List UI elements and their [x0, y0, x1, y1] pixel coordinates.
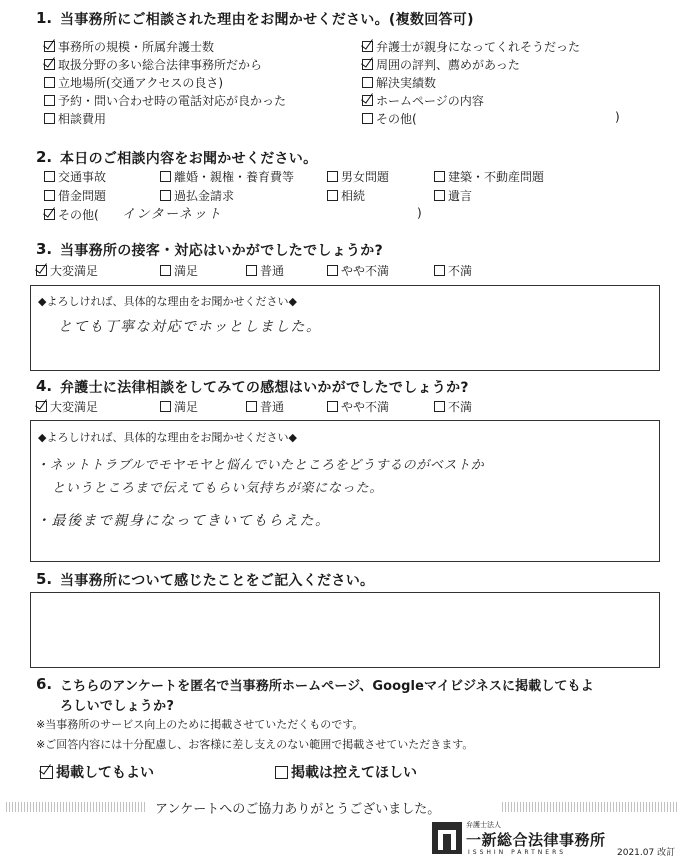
- option-label: 普通: [260, 264, 285, 278]
- option-label: 満足: [174, 264, 199, 278]
- option-label: 離婚・親権・養育費等: [174, 170, 295, 184]
- checkbox[interactable]: [362, 41, 373, 52]
- q4-box-heading: ◆よろしければ、具体的な理由をお聞かせください◆: [38, 431, 297, 444]
- checkbox[interactable]: [44, 41, 55, 52]
- option-label: 不満: [448, 264, 473, 278]
- option-label: 周囲の評判、薦めがあった: [376, 58, 520, 72]
- q2-question: 本日のご相談内容をお聞かせください。: [60, 151, 318, 167]
- checkbox[interactable]: [434, 265, 445, 276]
- option-label: やや不満: [341, 400, 390, 414]
- q2-option-traffic[interactable]: [44, 168, 106, 185]
- option-label: 男女問題: [341, 170, 390, 184]
- q6-question-line-1: こちらのアンケートを匿名で当事務所ホームページ、Googleマイビジネスに掲載してもよ: [60, 679, 594, 694]
- q4-option-very-satisfied[interactable]: [36, 398, 98, 415]
- checkbox[interactable]: [160, 401, 171, 412]
- option-label: 予約・問い合わせ時の電話対応が良かった: [58, 94, 287, 108]
- option-label: 満足: [174, 400, 199, 414]
- q2-option-will[interactable]: [434, 187, 472, 204]
- q4-option-dissatisfied[interactable]: [434, 398, 472, 415]
- q6-number: 6.: [36, 675, 53, 693]
- q1-option-phone[interactable]: [44, 92, 286, 109]
- option-label: 普通: [260, 400, 285, 414]
- q3-number: 3.: [36, 240, 53, 258]
- q6-question-line-2: ろしいでしょうか?: [60, 699, 175, 714]
- q3-box-heading: ◆よろしければ、具体的な理由をお聞かせください◆: [38, 295, 297, 308]
- q1-option-other[interactable]: [362, 110, 417, 127]
- q2-other-close: ): [417, 206, 422, 220]
- footer-hatch-right: [502, 802, 677, 812]
- checkbox[interactable]: [44, 190, 55, 201]
- q2-option-overpayment[interactable]: [160, 187, 234, 204]
- q1-option-caring-lawyer[interactable]: [362, 38, 580, 55]
- option-label: 取扱分野の多い総合法律事務所だから: [58, 58, 263, 72]
- q6-option-allow[interactable]: [40, 762, 154, 782]
- q3-option-satisfied[interactable]: [160, 262, 198, 279]
- q2-option-debt[interactable]: [44, 187, 106, 204]
- q4-option-average[interactable]: [246, 398, 284, 415]
- option-label: 弁護士が親身になってくれそうだった: [376, 40, 581, 54]
- checkbox[interactable]: [44, 171, 55, 182]
- thanks-message: アンケートへのご協力ありがとうございました。: [155, 802, 441, 817]
- q3-handwritten-comment: とても丁寧な対応でホッとしました。: [58, 319, 322, 335]
- q2-option-realestate[interactable]: [434, 168, 544, 185]
- checkbox[interactable]: [434, 190, 445, 201]
- q1-option-homepage[interactable]: [362, 92, 484, 109]
- q6-option-decline[interactable]: [275, 762, 417, 782]
- option-label: 掲載してもよい: [56, 765, 154, 781]
- q1-option-location[interactable]: [44, 74, 223, 91]
- checkbox[interactable]: [44, 77, 55, 88]
- checkbox[interactable]: [44, 59, 55, 70]
- q3-question: 当事務所の接客・対応はいかがでしたでしょうか?: [60, 243, 384, 259]
- footer-hatch-left: [6, 802, 146, 812]
- revision-date: 2021.07 改訂: [617, 848, 676, 858]
- q2-other-handwritten: インターネット: [122, 207, 223, 222]
- checkbox[interactable]: [327, 265, 338, 276]
- option-label: 大変満足: [50, 400, 99, 414]
- option-label: 不満: [448, 400, 473, 414]
- checkbox[interactable]: [160, 190, 171, 201]
- option-label: その他(: [58, 208, 99, 222]
- checkbox[interactable]: [327, 401, 338, 412]
- q2-option-other[interactable]: [44, 206, 99, 223]
- q3-option-somewhat-dissatisfied[interactable]: [327, 262, 389, 279]
- q1-option-reputation[interactable]: [362, 56, 520, 73]
- checkbox[interactable]: [40, 766, 53, 779]
- option-label: やや不満: [341, 264, 390, 278]
- q3-option-average[interactable]: [246, 262, 284, 279]
- q3-option-dissatisfied[interactable]: [434, 262, 472, 279]
- checkbox[interactable]: [275, 766, 288, 779]
- q1-option-results[interactable]: [362, 74, 436, 91]
- option-label: 借金問題: [58, 189, 107, 203]
- option-label: 相続: [341, 189, 366, 203]
- q2-option-inheritance[interactable]: [327, 187, 365, 204]
- q4-handwritten-line-2: というところまで伝えてもらい気持ちが楽になった。: [52, 481, 384, 496]
- option-label: 立地場所(交通アクセスの良さ): [58, 76, 224, 90]
- option-label: その他(: [376, 112, 417, 126]
- option-label: 掲載は控えてほしい: [291, 765, 417, 781]
- checkbox[interactable]: [44, 113, 55, 124]
- q5-number: 5.: [36, 570, 53, 588]
- option-label: 遺言: [448, 189, 473, 203]
- q2-option-relationship[interactable]: [327, 168, 389, 185]
- q3-option-very-satisfied[interactable]: [36, 262, 98, 279]
- q1-number: 1.: [36, 9, 53, 27]
- q4-option-somewhat-dissatisfied[interactable]: [327, 398, 389, 415]
- q1-option-scale[interactable]: [44, 38, 214, 55]
- q1-option-fields[interactable]: [44, 56, 262, 73]
- checkbox[interactable]: [362, 77, 373, 88]
- checkbox[interactable]: [362, 95, 373, 106]
- q4-handwritten-line-1: ・ネットトラブルでモヤモヤと悩んでいたところをどうするのがベストか: [36, 458, 485, 473]
- firm-prefix: 弁護士法人: [466, 821, 501, 829]
- q5-comment-box[interactable]: [30, 592, 660, 668]
- checkbox[interactable]: [327, 190, 338, 201]
- q4-number: 4.: [36, 377, 53, 395]
- checkbox[interactable]: [44, 95, 55, 106]
- q1-question: 当事務所にご相談された理由をお聞かせください。(複数回答可): [60, 12, 474, 28]
- option-label: ホームページの内容: [376, 94, 484, 108]
- checkbox[interactable]: [36, 265, 47, 276]
- q4-handwritten-line-3: ・最後まで親身になってきいてもらえた。: [36, 513, 331, 529]
- q4-question: 弁護士に法律相談をしてみての感想はいかがでしたでしょうか?: [60, 380, 469, 396]
- q2-number: 2.: [36, 148, 53, 166]
- checkbox[interactable]: [246, 265, 257, 276]
- q2-option-divorce[interactable]: [160, 168, 294, 185]
- q6-note-2: ※ご回答内容には十分配慮し、お客様に差し支えのない範囲で掲載させていただきます。: [36, 738, 474, 751]
- checkbox[interactable]: [160, 265, 171, 276]
- checkbox[interactable]: [246, 401, 257, 412]
- option-label: 相談費用: [58, 112, 107, 126]
- q6-note-1: ※当事務所のサービス向上のために掲載させていただくものです。: [36, 718, 364, 731]
- checkbox[interactable]: [434, 171, 445, 182]
- checkbox[interactable]: [36, 401, 47, 412]
- option-label: 事務所の規模・所属弁護士数: [58, 40, 215, 54]
- q4-option-satisfied[interactable]: [160, 398, 198, 415]
- firm-name: 一新総合法律事務所: [466, 831, 606, 849]
- option-label: 解決実績数: [376, 76, 437, 90]
- checkbox[interactable]: [362, 59, 373, 70]
- q1-other-close: ): [615, 110, 620, 124]
- checkbox[interactable]: [160, 171, 171, 182]
- option-label: 大変満足: [50, 264, 99, 278]
- checkbox[interactable]: [362, 113, 373, 124]
- firm-english-name: ISSHIN PARTNERS: [468, 849, 567, 856]
- checkbox[interactable]: [327, 171, 338, 182]
- checkbox[interactable]: [434, 401, 445, 412]
- firm-logo: [432, 822, 462, 854]
- option-label: 過払金請求: [174, 189, 235, 203]
- q5-question: 当事務所について感じたことをご記入ください。: [60, 573, 375, 589]
- checkbox[interactable]: [44, 209, 55, 220]
- option-label: 交通事故: [58, 170, 107, 184]
- q1-option-fee[interactable]: [44, 110, 106, 127]
- option-label: 建築・不動産問題: [448, 170, 545, 184]
